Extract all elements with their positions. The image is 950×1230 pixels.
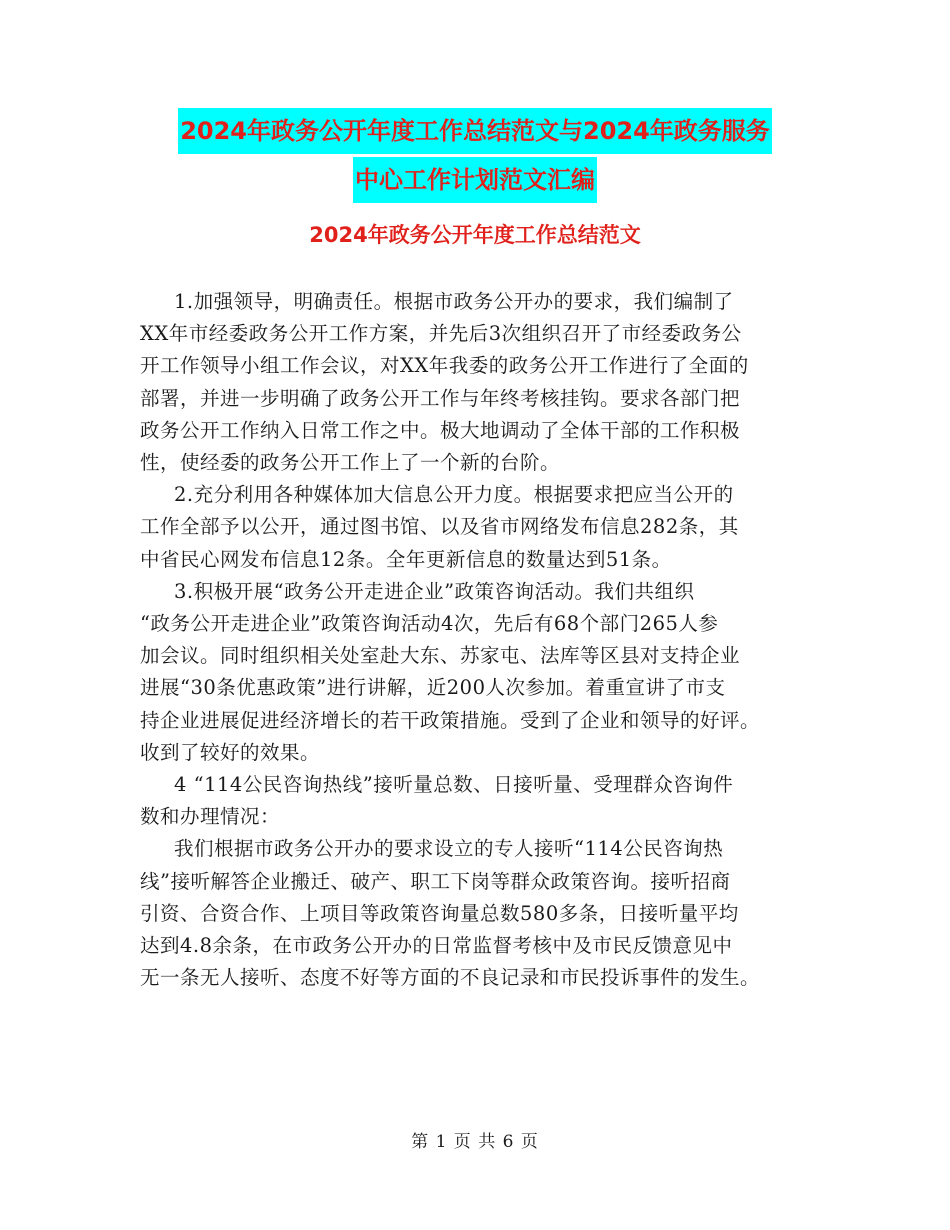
body-line: 3.积极开展“政务公开走进企业”政策咨询活动。我们共组织: [174, 579, 695, 603]
body-line: 政务公开工作纳入日常工作之中。极大地调动了全体干部的工作积极: [140, 418, 741, 442]
body-line: 我们根据市政务公开办的要求设立的专人接听“114公民咨询热: [174, 837, 724, 861]
body-line: 1.加强领导，明确责任。根据市政务公开办的要求，我们编制了: [174, 290, 734, 313]
body-line: 4 “114公民咨询热线”接听量总数、日接听量、受理群众咨询件: [174, 773, 734, 797]
body-line: XX年市经委政务公开工作方案，并先后3次组织召开了市经委政务公: [140, 322, 742, 346]
body-line: “政务公开走进企业”政策咨询活动4次，先后有68个部门265人参: [140, 612, 719, 636]
page-footer: 第 1 页 共 6 页: [411, 1132, 539, 1152]
body-line: 性，使经委的政务公开工作上了一个新的台阶。: [140, 451, 561, 475]
body-line: 引资、合资合作、上项目等政策咨询量总数580多条，日接听量平均: [140, 901, 739, 925]
body-line: 开工作领导小组工作会议，对XX年我委的政务公开工作进行了全面的: [140, 354, 749, 378]
document-body: [140, 286, 820, 994]
body-line: 无一条无人接听、态度不好等方面的不良记录和市民投诉事件的发生。: [140, 966, 761, 990]
title-line-1: 2024年政务公开年度工作总结范文与2024年政务服务: [178, 108, 772, 154]
body-line: 持企业进展促进经济增长的若干政策措施。受到了企业和领导的好评。: [140, 708, 761, 732]
body-line: 达到4.8余条，在市政务公开办的日常监督考核中及市民反馈意见中: [140, 934, 733, 958]
body-line: 部署，并进一步明确了政务公开工作与年终考核挂钩。要求各部门把: [140, 386, 741, 410]
document-title: [0, 108, 950, 206]
body-line: 进展“30条优惠政策”进行讲解，近200人次参加。着重宣讲了市支: [140, 676, 726, 700]
body-line: 加会议。同时组织相关处室赴大东、苏家屯、法库等区县对支持企业: [140, 644, 741, 668]
body-line: 线”接听解答企业搬迁、破产、职工下岗等群众政策咨询。接听招商: [140, 869, 731, 893]
section-heading: 2024年政务公开年度工作总结范文: [309, 223, 641, 247]
body-line: 数和办理情况：: [140, 805, 281, 829]
body-line: 中省民心网发布信息12条。全年更新信息的数量达到51条。: [140, 547, 672, 571]
title-line-2: 中心工作计划范文汇编: [353, 157, 597, 203]
body-line: 工作全部予以公开，通过图书馆、以及省市网络发布信息282条，其: [140, 515, 739, 539]
body-line: 2.充分利用各种媒体加大信息公开力度。根据要求把应当公开的: [174, 483, 734, 507]
body-line: 收到了较好的效果。: [140, 740, 321, 764]
